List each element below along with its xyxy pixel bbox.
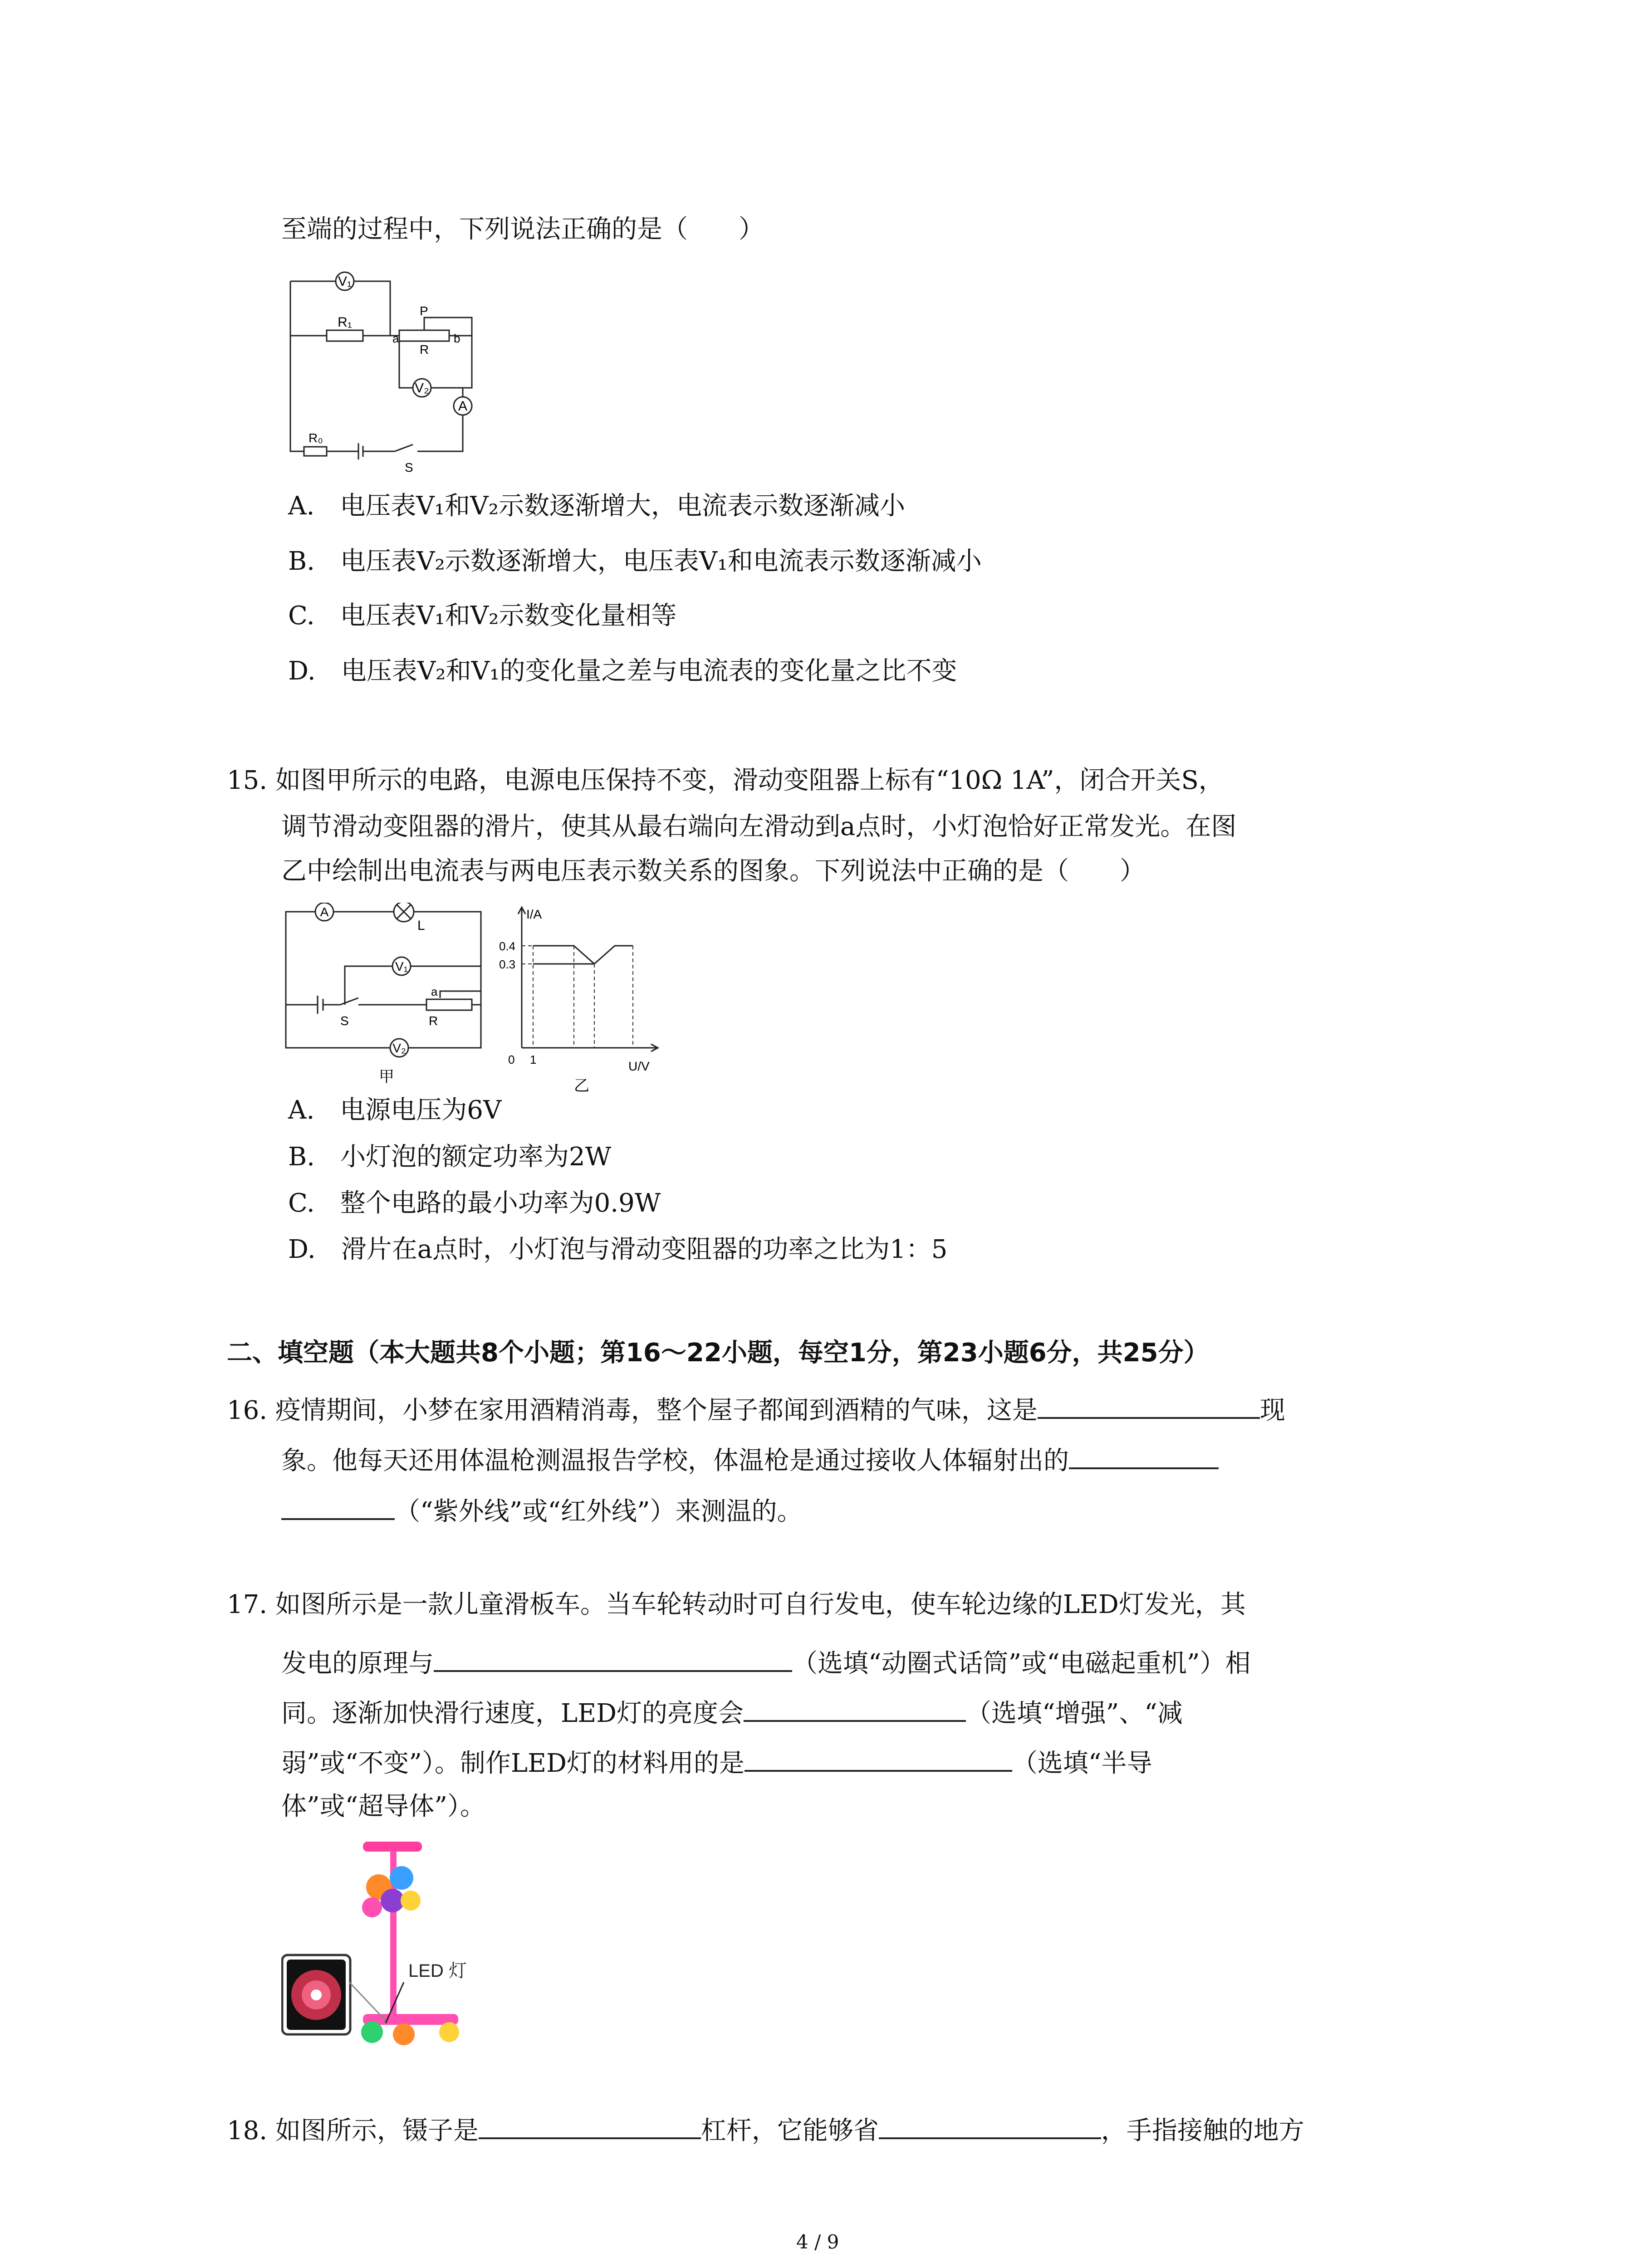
- q16-line-3: [281, 1495, 803, 1525]
- q15-line-1: 15. 如图甲所示的电路，电源电压保持不变，滑动变阻器上标有“10Ω 1A”，闭合开关S，: [227, 766, 1224, 795]
- page-number: 4 / 9: [796, 2231, 839, 2253]
- fig14-v1-label: V₁: [338, 274, 352, 289]
- led-label: LED 灯: [408, 1961, 467, 1981]
- section-2-heading: 二、填空题（本大题共8个小题；第16～22小题，每空1分，第23小题6分，共25分）: [227, 1338, 1209, 1368]
- q18-text-b: 杠杆，它能够省: [700, 2116, 879, 2146]
- q15-circuit-diagram: [281, 903, 490, 1098]
- q17-text-3a: 同。逐渐加快滑行速度，LED灯的亮度会: [281, 1699, 744, 1728]
- q17-line-5: 体”或“超导体”）。: [281, 1792, 485, 1821]
- q17-line-3: [281, 1696, 1183, 1726]
- q18-text-c: ，手指接触的地方: [1101, 2116, 1304, 2146]
- q16-blank-2b[interactable]: [281, 1495, 395, 1520]
- q17-text-4b: （选填“半导: [1012, 1749, 1152, 1778]
- q14-option-b: B. 电压表V₂示数逐渐增大，电压表V₁和电流表示数逐渐减小: [288, 547, 982, 576]
- q16-blank-2a[interactable]: [1069, 1444, 1219, 1469]
- scooter-image: [281, 1833, 499, 2050]
- q17-blank-2[interactable]: [744, 1696, 966, 1722]
- q16-blank-1[interactable]: [1038, 1393, 1260, 1419]
- fig15-caption-jia: 甲: [379, 1068, 394, 1085]
- q17-text-2a: 发电的原理与: [281, 1649, 434, 1678]
- q18-blank-1[interactable]: [479, 2114, 701, 2139]
- fig15-ammeter-label: A: [320, 905, 329, 919]
- fig14-p-label: P: [420, 304, 428, 318]
- fig14-switch-label: S: [405, 460, 413, 474]
- graph-tick-1: 1: [530, 1053, 537, 1066]
- q15-option-c: C. 整个电路的最小功率为0.9W: [288, 1188, 661, 1218]
- q17-blank-1[interactable]: [434, 1647, 792, 1672]
- graph-tick-0-3: 0.3: [499, 958, 516, 971]
- fig15-r-label: R: [429, 1014, 438, 1028]
- q15-graph: [499, 903, 671, 1102]
- q15-option-a: A. 电源电压为6V: [288, 1095, 502, 1125]
- q14-stem: 至端的过程中，下列说法正确的是（ ）: [281, 215, 764, 244]
- q17-text-2b: （选填“动圈式话筒”或“电磁起重机”）相: [792, 1649, 1251, 1678]
- fig15-lamp-label: L: [417, 918, 425, 933]
- q14-option-d: D. 电压表V₂和V₁的变化量之差与电流表的变化量之比不变: [288, 656, 957, 686]
- fig14-r1-label: R₁: [338, 315, 352, 330]
- fig15-switch-label: S: [340, 1014, 349, 1028]
- q17-blank-3[interactable]: [745, 1746, 1012, 1772]
- q18-line-1: [227, 2114, 1304, 2144]
- q17-line-2: [281, 1647, 1251, 1677]
- q17-line-4: [281, 1746, 1152, 1776]
- fig14-b-label: b: [454, 332, 460, 345]
- fig14-ammeter-label: A: [458, 399, 468, 414]
- graph-xaxis-label: U/V: [628, 1059, 650, 1073]
- q16-line-1: [227, 1393, 1285, 1423]
- fig15-caption-yi: 乙: [574, 1077, 589, 1095]
- fig14-r0-label: R₀: [309, 431, 323, 445]
- q15-option-b: B. 小灯泡的额定功率为2W: [288, 1142, 612, 1172]
- q18-blank-2[interactable]: [879, 2114, 1101, 2139]
- fig14-r-label: R: [420, 342, 429, 357]
- q16-text-1b: 现: [1259, 1396, 1285, 1425]
- graph-tick-0-4: 0.4: [499, 939, 516, 953]
- fig15-a-label: a: [431, 985, 438, 998]
- q16-line-2: [281, 1444, 1219, 1474]
- fig14-a-label: a: [392, 332, 399, 345]
- q16-text-2: 象。他每天还用体温枪测温报告学校，体温枪是通过接收人体辐射出的: [281, 1446, 1069, 1476]
- q17-line-1: 17. 如图所示是一款儿童滑板车。当车轮转动时可自行发电，使车轮边缘的LED灯发光，其: [227, 1590, 1246, 1619]
- q15-line-3: 乙中绘制出电流表与两电压表示数关系的图象。下列说法中正确的是（ ）: [281, 856, 1145, 886]
- q14-circuit-diagram: [281, 265, 495, 479]
- q15-option-d: D. 滑片在a点时，小灯泡与滑动变阻器的功率之比为1：5: [288, 1235, 948, 1264]
- graph-origin-label: 0: [508, 1053, 515, 1066]
- q17-text-4a: 弱”或“不变”）。制作LED灯的材料用的是: [281, 1749, 745, 1778]
- q17-text-3b: （选填“增强”、“减: [965, 1699, 1183, 1728]
- graph-yaxis-label: I/A: [526, 907, 542, 921]
- q14-option-c: C. 电压表V₁和V₂示数变化量相等: [288, 601, 677, 631]
- q18-text-a: 18. 如图所示，镊子是: [227, 2116, 479, 2146]
- q14-option-a: A. 电压表V₁和V₂示数逐渐增大，电流表示数逐渐减小: [288, 491, 906, 521]
- q16-text-1a: 16. 疫情期间，小梦在家用酒精消毒，整个屋子都闻到酒精的气味，这是: [227, 1396, 1038, 1425]
- fig15-v1-label: V₁: [395, 959, 408, 973]
- fig14-v2-label: V₂: [415, 381, 429, 396]
- q16-text-3: （“紫外线”或“红外线”）来测温的。: [395, 1497, 803, 1526]
- fig15-v2-label: V₂: [392, 1041, 406, 1055]
- q15-line-2: 调节滑动变阻器的滑片，使其从最右端向左滑动到a点时，小灯泡恰好正常发光。在图: [281, 812, 1237, 841]
